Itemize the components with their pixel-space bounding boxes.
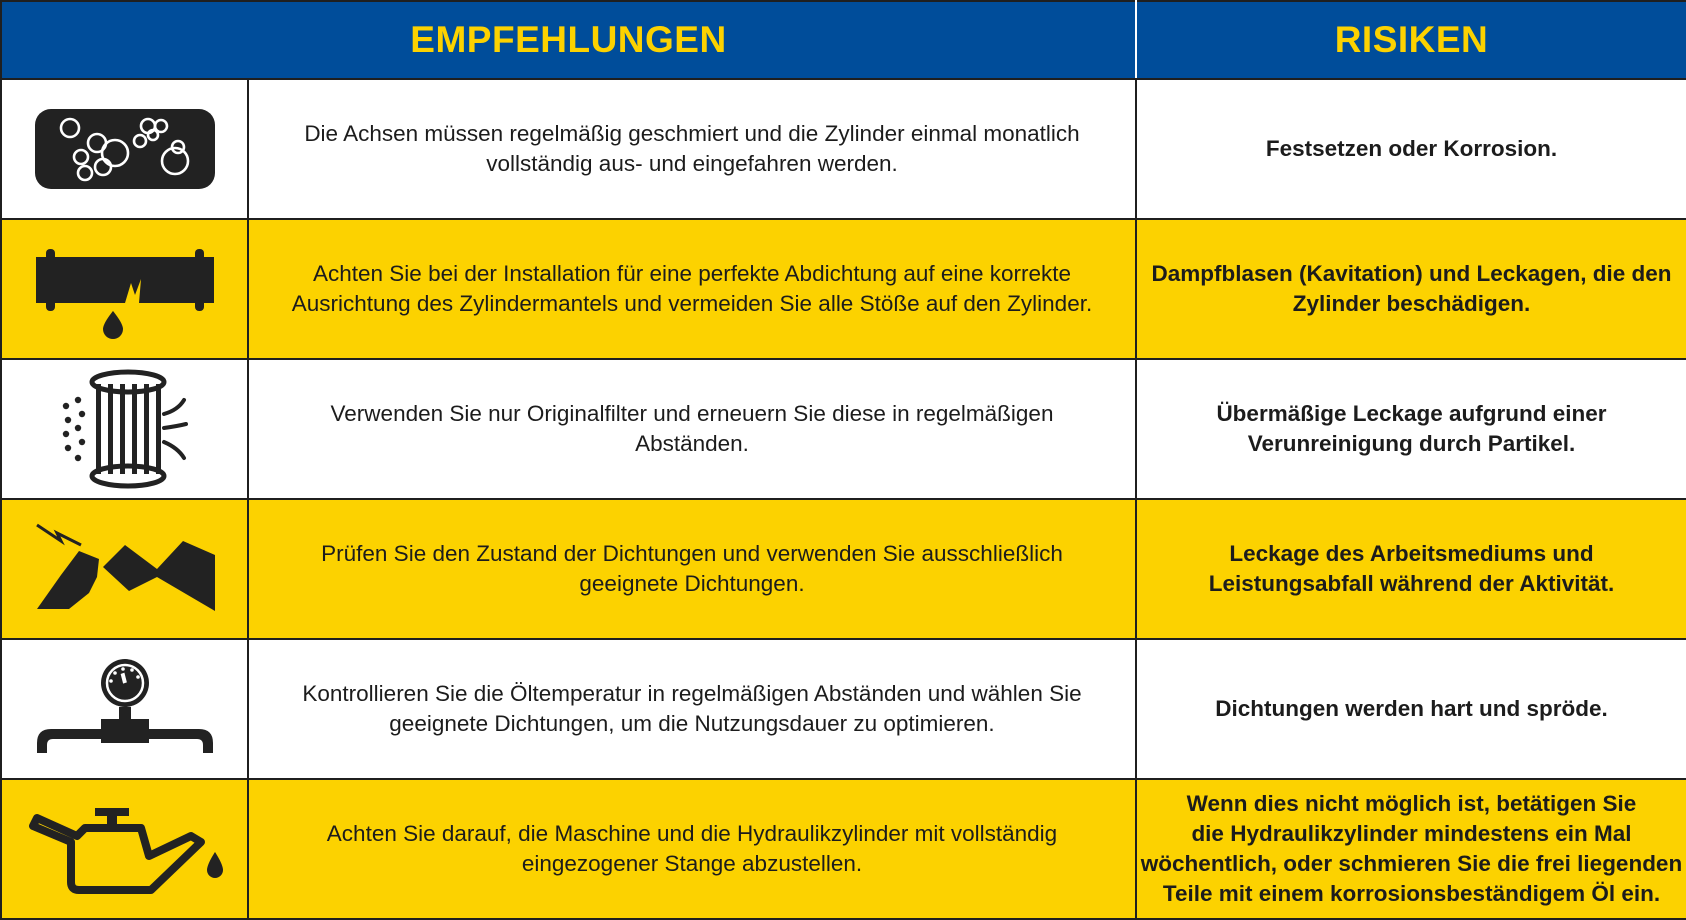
risk-text: Wenn dies nicht möglich ist, betätigen Sie die Hydraulikzylinder mindestens ein Mal wöchentlich, oder schmieren Sie die frei liegenden Teile mit einem korrosionsbeständigem Öl ein. <box>1136 779 1686 919</box>
oil-can-icon <box>2 804 247 894</box>
pressure-gauge-pipe-icon <box>2 659 247 759</box>
risk-text: Leckage des Arbeitsmediums und Leistungsabfall während der Aktivität. <box>1136 499 1686 639</box>
table-row <box>1 499 1686 639</box>
recommendation-text: Die Achsen müssen regelmäßig geschmiert und die Zylinder einmal monatlich vollständig aus- und eingefahren werden. <box>248 79 1136 219</box>
icon-cell <box>1 79 248 219</box>
table-row <box>1 779 1686 919</box>
recommendation-text: Achten Sie darauf, die Maschine und die Hydraulikzylinder mit vollständig eingezogener Stange abzustellen. <box>248 779 1136 919</box>
header-recommendations: EMPFEHLUNGEN <box>1 1 1136 79</box>
leaking-cylinder-icon <box>2 239 247 339</box>
risk-text: Übermäßige Leckage aufgrund einer Verunreinigung durch Partikel. <box>1136 359 1686 499</box>
header-risks: RISIKEN <box>1136 1 1686 79</box>
recommendation-text: Achten Sie bei der Installation für eine perfekte Abdichtung auf eine korrekte Ausrichtung des Zylindermantels und vermeiden Sie alle Stöße auf den Zylinder. <box>248 219 1136 359</box>
broken-seal-icon <box>2 521 247 617</box>
recommendation-text: Kontrollieren Sie die Öltemperatur in regelmäßigen Abständen und wählen Sie geeignete Dichtungen, um die Nutzungsdauer zu optimieren. <box>248 639 1136 779</box>
recommendation-text: Prüfen Sie den Zustand der Dichtungen und verwenden Sie ausschließlich geeignete Dichtungen. <box>248 499 1136 639</box>
icon-cell <box>1 639 248 779</box>
risk-text: Dampfblasen (Kavitation) und Leckagen, die den Zylinder beschädigen. <box>1136 219 1686 359</box>
risk-text: Dichtungen werden hart und spröde. <box>1136 639 1686 779</box>
table-row <box>1 219 1686 359</box>
icon-cell <box>1 359 248 499</box>
table-header-row <box>1 1 1686 79</box>
table-row <box>1 359 1686 499</box>
icon-cell <box>1 779 248 919</box>
table-row <box>1 639 1686 779</box>
risk-text: Festsetzen oder Korrosion. <box>1136 79 1686 219</box>
icon-cell <box>1 219 248 359</box>
icon-cell <box>1 499 248 639</box>
lubrication-bubbles-icon <box>2 107 247 191</box>
recommendation-text: Verwenden Sie nur Originalfilter und erneuern Sie diese in regelmäßigen Abständen. <box>248 359 1136 499</box>
table-row <box>1 79 1686 219</box>
filter-particles-icon <box>2 368 247 490</box>
